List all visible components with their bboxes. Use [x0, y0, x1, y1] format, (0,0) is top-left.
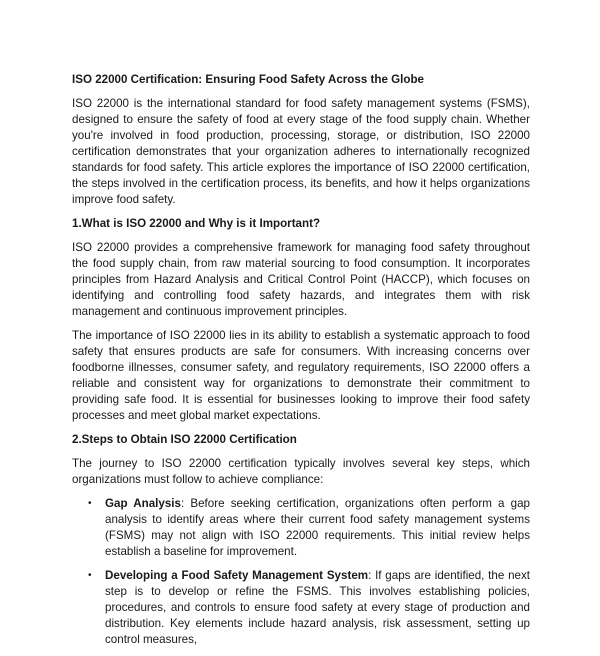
section-paragraph: The importance of ISO 22000 lies in its ability to establish a systematic approach to food safety that ensures products are safe for consumers. With increasing concerns over foodborne illnesses, consumer safety, and regulatory requirements, ISO 22000 offers a reliable and consistent way for organizations to demonstrate their commitment to providing safe food. It is essential for businesses looking to improve their food safety processes and meet global market expectations.	[72, 329, 530, 422]
list-item	[72, 568, 530, 648]
list-item-text: : Before seeking certification, organizations often perform a gap analysis to identify areas where their current food safety management systems (FSMS) may not align with ISO 22000 requirements. This initial review helps establish a baseline for improvement.	[105, 497, 531, 558]
list-item-term: Gap Analysis	[105, 497, 181, 510]
list-item-term: Developing a Food Safety Management System	[105, 569, 369, 582]
steps-list	[72, 496, 530, 648]
section-heading: 1.What is ISO 22000 and Why is it Important?	[72, 217, 321, 230]
list-item-text: : If gaps are identified, the next step is to develop or refine the FSMS. This involves establishing policies, procedures, and controls to ensure food safety at every stage of production and distribution. Key elements include hazard analysis, risk assessment, setting up control measures,	[105, 569, 530, 646]
intro-paragraph: ISO 22000 is the international standard for food safety management systems (FSMS), designed to ensure the safety of food at every stage of the food supply chain. Whether you're involved in food production, processing, storage, or distribution, ISO 22000 certification demonstrates that your organization adheres to internationally recognized standards for food safety. This article explores the importance of ISO 22000 certification, the steps involved in the certification process, its benefits, and how it helps organizations improve food safety.	[72, 97, 530, 206]
section-paragraph: The journey to ISO 22000 certification typically involves several key steps, which organizations must follow to achieve compliance:	[72, 457, 530, 486]
list-item	[72, 496, 530, 560]
section-heading: 2.Steps to Obtain ISO 22000 Certification	[72, 433, 297, 446]
bullet-icon: •	[88, 498, 92, 509]
document-page	[72, 72, 530, 656]
document-title: ISO 22000 Certification: Ensuring Food Safety Across the Globe	[72, 73, 424, 86]
section-paragraph: ISO 22000 provides a comprehensive framework for managing food safety throughout the food supply chain, from raw material sourcing to food consumption. It incorporates principles from Hazard Analysis and Critical Control Point (HACCP), which focuses on identifying and controlling food safety hazards, and integrates them with risk management and continuous improvement principles.	[72, 241, 530, 318]
bullet-icon: •	[88, 570, 92, 581]
